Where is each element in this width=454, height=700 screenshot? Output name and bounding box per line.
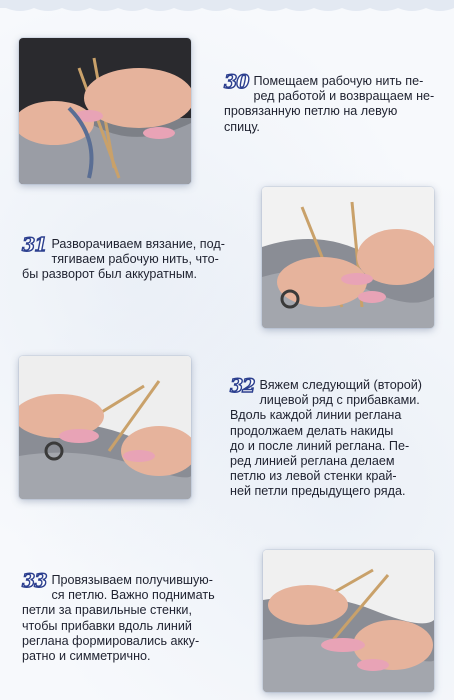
knitting-photo bbox=[262, 187, 434, 328]
photo-step-33 bbox=[263, 550, 434, 692]
step-31 bbox=[22, 234, 232, 283]
step-30 bbox=[224, 71, 439, 135]
step-number: 32 bbox=[230, 375, 255, 397]
photo-step-31 bbox=[262, 187, 434, 328]
step-32 bbox=[230, 375, 438, 500]
knitting-photo bbox=[19, 356, 191, 499]
step-text: Вяжем следующий (второй) лицевой ряд с прибавками. Вдоль каждой линии реглана продолжаем делать накиды до и после линий реглана. Пе- ред линией реглана делаем петлю из левой стенки край- ней петли предыдущего ряда. bbox=[230, 378, 422, 499]
knitting-photo bbox=[19, 38, 191, 184]
step-text: Помещаем рабочую нить пе- ред работой и возвращаем не- провязанную петлю на левую спицу. bbox=[224, 74, 435, 134]
knitting-photo bbox=[263, 550, 434, 692]
step-number: 33 bbox=[22, 570, 47, 592]
step-number: 30 bbox=[224, 71, 249, 93]
photo-step-32 bbox=[19, 356, 191, 499]
photo-step-30 bbox=[19, 38, 191, 184]
step-number: 31 bbox=[22, 234, 47, 256]
step-33 bbox=[22, 570, 238, 664]
top-decoration bbox=[0, 0, 454, 28]
step-text: Разворачиваем вязание, под- тягиваем рабочую нить, что- бы разворот был аккуратным. bbox=[22, 237, 225, 282]
step-text: Провязываем получившую- ся петлю. Важно поднимать петли за правильные стенки, чтобы прибавки вдоль линий реглана формировались акку- ратно и симметрично. bbox=[22, 573, 215, 664]
